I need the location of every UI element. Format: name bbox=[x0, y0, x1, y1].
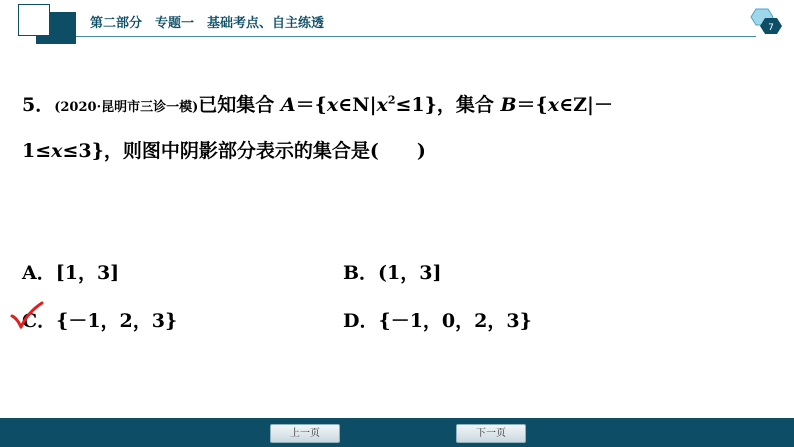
option-a[interactable]: A．[1，3] bbox=[22, 262, 120, 284]
question-text: ≤3}，则图中阴影部分表示的集合是( ) bbox=[62, 140, 426, 162]
footer-bar bbox=[0, 418, 794, 447]
option-d[interactable]: D．{－1，0，2，3} bbox=[343, 310, 532, 332]
header-divider bbox=[76, 36, 756, 37]
set-a-symbol: A bbox=[280, 94, 296, 116]
question-text: 已知集合 bbox=[198, 94, 281, 116]
next-page-button[interactable]: 下一页 bbox=[456, 424, 526, 443]
question-text: ∈Z|－ bbox=[559, 94, 613, 116]
option-c[interactable]: C．{－1，2，3} bbox=[22, 310, 178, 332]
variable-x: x bbox=[376, 94, 388, 116]
question-line-2 bbox=[22, 136, 426, 163]
question-text: ≤1}，集合 bbox=[395, 94, 501, 116]
page-number-hexagon-icon bbox=[748, 6, 784, 40]
variable-x: x bbox=[326, 94, 339, 116]
question-text: 1≤ bbox=[22, 140, 52, 162]
header-decoration-frame bbox=[18, 4, 50, 36]
question-source: (2020·昆明市三诊一模) bbox=[54, 100, 199, 115]
option-b[interactable]: B．(1，3] bbox=[343, 262, 442, 284]
section-title: 第二部分 专题一 基础考点、自主练透 bbox=[90, 16, 325, 31]
question-number: 5． bbox=[22, 94, 55, 116]
question-line-1 bbox=[22, 90, 613, 117]
variable-x: x bbox=[51, 140, 63, 162]
exponent: 2 bbox=[387, 93, 396, 107]
question-text: ∈N| bbox=[338, 94, 377, 116]
prev-page-button[interactable]: 上一页 bbox=[270, 424, 340, 443]
set-b-symbol: B bbox=[500, 94, 517, 116]
question-text: ＝{ bbox=[295, 94, 327, 116]
page-number: 7 bbox=[768, 23, 774, 33]
question-text: ＝{ bbox=[516, 94, 548, 116]
checkmark-icon bbox=[8, 300, 44, 332]
variable-x: x bbox=[547, 94, 560, 116]
